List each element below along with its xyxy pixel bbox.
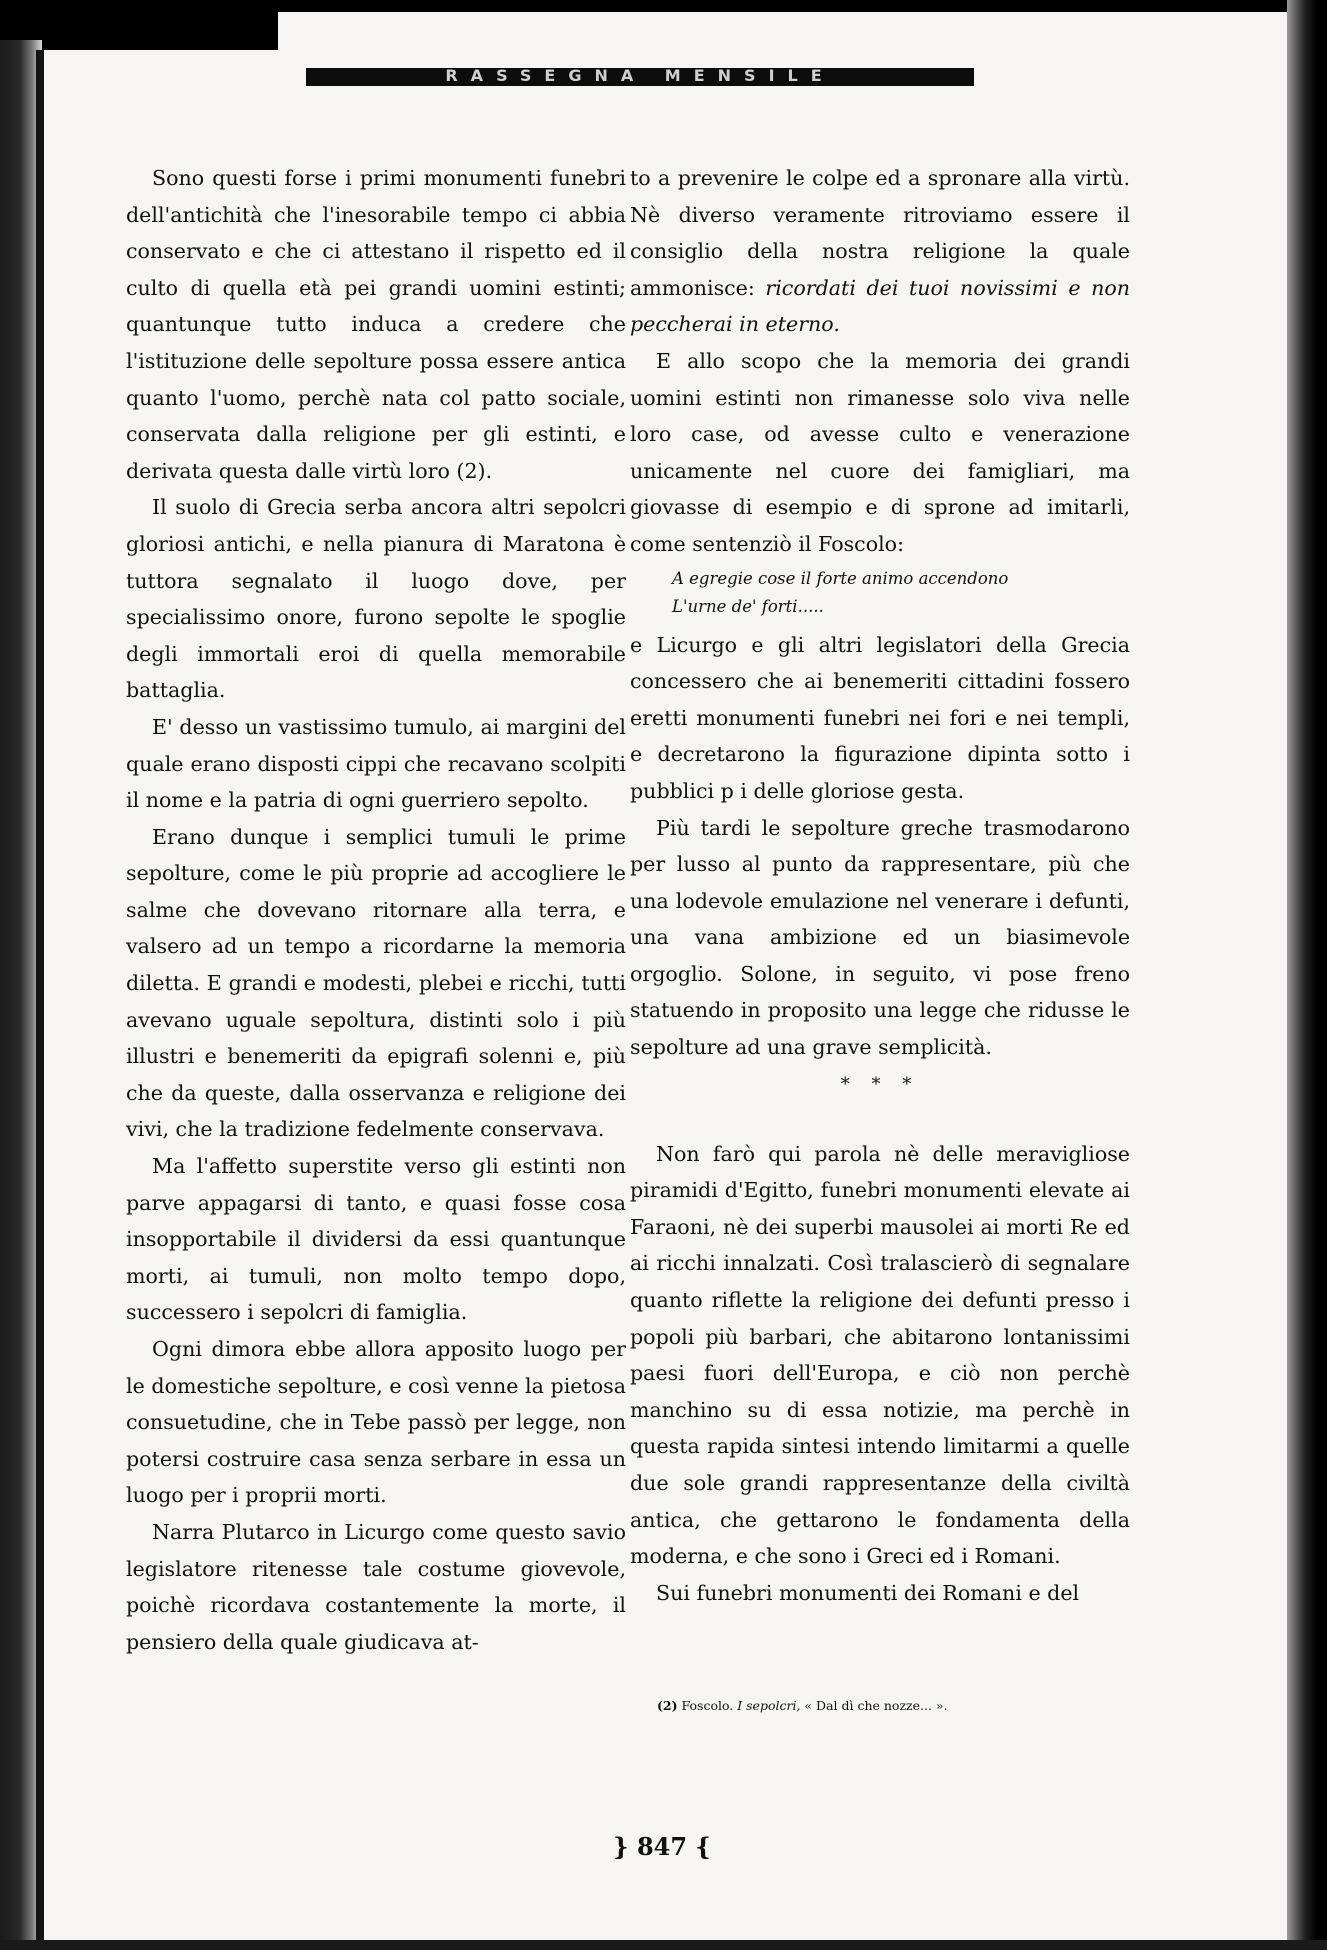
left-paragraph: Il suolo di Grecia serba ancora altri sepolcri gloriosi antichi, e nella pianura di Maratona è tuttora segnalato il luogo dove, per specialissimo onore, furono sepolte le spoglie degli immortali eroi di quella memorabile battaglia.: [126, 495, 626, 703]
left-paragraph: Ogni dimora ebbe allora apposito luogo per le domestiche sepolture, e così venne la pietosa consuetudine, che in Tebe passò per legge, non potersi costruire casa senza serbare in essa un luogo per i proprii morti.: [126, 1337, 626, 1508]
footnote: [657, 1697, 1107, 1715]
foscolo-quote: [672, 565, 1130, 621]
quote-line: A egregie cose il forte animo accendono: [672, 568, 1009, 588]
right-paragraph: E allo scopo che la memoria dei grandi uomini estinti non rimanesse solo viva nelle loro case, od avesse culto e venerazione unicamente nel cuore dei famigliari, ma giovasse di esempio e di sprone ad imitarli, come sentenziò il Foscolo:: [630, 348, 1130, 556]
left-paragraph: Narra Plutarco in Licurgo come questo savio legislatore ritenesse tale costume giovevole, poichè ricordava costantemente la morte, il pensiero della quale giudicava at-: [126, 1519, 626, 1654]
left-column: [126, 160, 626, 1660]
footnote-author: Foscolo.: [681, 1698, 734, 1713]
footnote-title: I sepolcri,: [737, 1698, 801, 1713]
footnote-number: (2): [657, 1698, 678, 1713]
footnote-quote: « Dal dì che nozze... ».: [804, 1698, 948, 1713]
left-paragraph: Erano dunque i semplici tumuli le prime sepolture, come le più proprie ad accogliere le salme che dovevano ritornare alla terra, e valsero ad un tempo a ricordarne la memoria diletta. E grandi e modesti, plebei e ricchi, tutti avevano uguale sepoltura, distinti solo i più illustri e benemeriti da epigrafi solenni e, più che da queste, dalla osservanza e religione dei vivi, che la tradizione fedelmente conservava.: [126, 824, 626, 1142]
scan-right-border: [1287, 0, 1327, 1950]
religious-quote-italic: ricordati dei tuoi novissimi e non peccherai in eterno.: [630, 275, 1131, 337]
right-paragraph: Più tardi le sepolture greche trasmodarono per lusso al punto da rappresentare, più che una lodevole emulazione nel venerare i defunti, una vana ambizione ed un biasimevole orgoglio. Solone, in seguito, vi pose freno statuendo in proposito una legge che ridusse le sepolture ad una grave semplicità.: [630, 815, 1130, 1060]
right-paragraph: e Licurgo e gli altri legislatori della Grecia concessero che ai benemeriti cittadini fossero eretti monumenti funebri nei fori e nei templi, e decretarono la figurazione dipinta sotto i pubblici p i delle gloriose gesta.: [630, 632, 1130, 803]
right-paragraph-continued: [630, 160, 1130, 343]
right-paragraph: Sui funebri monumenti dei Romani e del: [656, 1580, 1080, 1605]
section-separator-stars: * * *: [840, 1073, 920, 1095]
page-number: [602, 1830, 722, 1864]
page-number-value: 847: [636, 1832, 688, 1861]
scan-bottom-border: [0, 1940, 1327, 1950]
running-head-ornament: [306, 64, 974, 88]
running-head-text: RASSEGNA MENSILE: [445, 66, 835, 85]
left-paragraph: E' desso un vastissimo tumulo, ai margini del quale erano disposti cippi che recavano scolpiti il nome e la patria di ogni guerriero sepolto.: [126, 714, 626, 813]
right-column: [630, 160, 1130, 1611]
page-number-right-brace: {: [695, 1832, 711, 1861]
right-paragraph: Non farò qui parola nè delle meravigliose piramidi d'Egitto, funebri monumenti elevate ai Faraoni, nè dei superbi mausolei ai morti Re ed ai ricchi innalzati. Così tralascierò di segnalare quanto riflette la religione dei defunti presso i popoli più barbari, che abitarono lontanissimi paesi fuori dell'Europa, e ciò non perchè manchino su di essa notizie, ma perchè in questa rapida sintesi intendo limitarmi a quelle due sole grandi rappresentanze della civiltà antica, che gettarono le fondamenta della moderna, e che sono i Greci ed i Romani.: [630, 1141, 1130, 1569]
right-paragraph-text: to a prevenire le colpe ed a spronare alla virtù. Nè diverso veramente ritroviamo essere il consiglio della nostra religione la quale ammonisce:: [630, 166, 1130, 300]
page-number-left-brace: }: [613, 1832, 629, 1861]
left-paragraph: Ma l'affetto superstite verso gli estinti non parve appagarsi di tanto, e quasi fosse cosa insopportabile il dividersi da essi quantunque morti, ai tumuli, non molto tempo dopo, successero i sepolcri di famiglia.: [126, 1154, 626, 1325]
left-paragraph: Sono questi forse i primi monumenti funebri dell'antichità che l'inesorabile tempo ci abbia conservato e che ci attestano il rispetto ed il culto di quella età pei grandi uomini estinti; quantunque tutto induca a credere che l'istituzione delle sepolture possa essere antica quanto l'uomo, perchè nata col patto sociale, conservata dalla religione per gli estinti, e derivata questa dalle virtù loro (2).: [126, 166, 626, 483]
scan-left-edge: [36, 50, 44, 1950]
quote-line: L'urne de' forti.....: [672, 596, 824, 616]
